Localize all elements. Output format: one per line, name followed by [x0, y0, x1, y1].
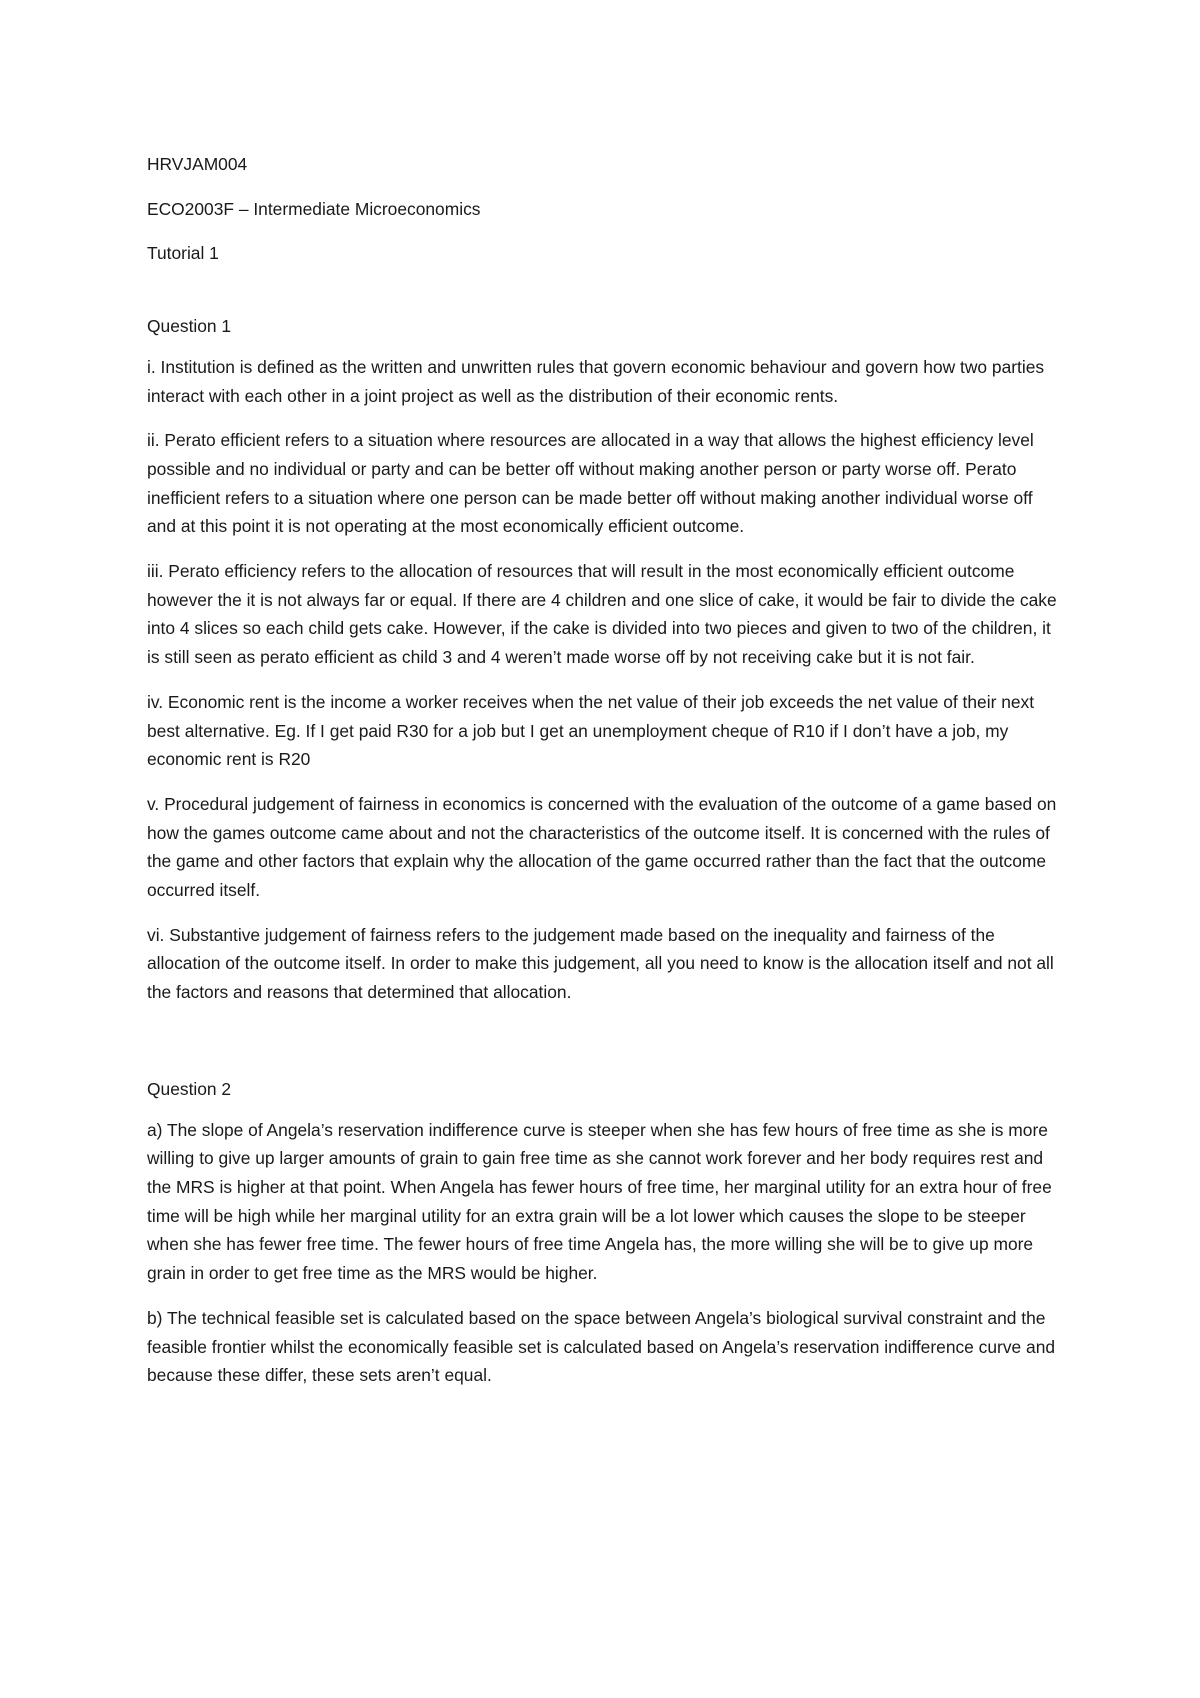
question-2-heading: Question 2 [147, 1078, 232, 1099]
q1-paragraph-iv: iv. Economic rent is the income a worker receives when the net value of their job exceeds the net value of their next best alternative. Eg. If I get paid R30 for a job but I get an unemployment cheque of R10 if I don’t have a job, my economic rent is R20 [147, 691, 1035, 770]
course-title: ECO2003F – Intermediate Microeconomics [147, 198, 481, 219]
question-2-section [147, 1075, 1062, 1390]
q2-paragraph-b: b) The technical feasible set is calculated based on the space between Angela’s biological survival constraint and the feasible frontier whilst the economically feasible set is calculated based on Angela’s reservation indifference curve and because these differ, these sets aren’t equal. [147, 1307, 1056, 1386]
q1-paragraph-i: i. Institution is defined as the written and unwritten rules that govern economic behaviour and govern how two parties interact with each other in a joint project as well as the distribution of their economic rents. [147, 356, 1045, 406]
document-page [147, 150, 1062, 1406]
q1-paragraph-vi: vi. Substantive judgement of fairness refers to the judgement made based on the inequality and fairness of the allocation of the outcome itself. In order to make this judgement, all you need to know is the allocation itself and not all the factors and reasons that determined that allocation. [147, 924, 1054, 1003]
spacer [147, 284, 1062, 312]
spacer [147, 1023, 1062, 1075]
question-1-heading: Question 1 [147, 316, 232, 337]
q2-paragraph-a: a) The slope of Angela’s reservation indifference curve is steeper when she has few hours of free time as she is more willing to give up larger amounts of grain to gain free time as she cannot work forever and her body requires rest and the MRS is higher at that point. When Angela has fewer hours of free time, her marginal utility for an extra hour of free time will be high while her marginal utility for an extra grain will be a lot lower which causes the slope to be steeper when she has fewer free time. The fewer hours of free time Angela has, the more willing she will be to give up more grain in order to get free time as the MRS would be higher. [147, 1119, 1052, 1284]
q1-paragraph-v: v. Procedural judgement of fairness in economics is concerned with the evaluation of the outcome of a game based on how the games outcome came about and not the characteristics of the outcome itself. It is concerned with the rules of the game and other factors that explain why the allocation of the game occurred rather than the fact that the outcome occurred itself. [147, 793, 1057, 901]
q1-paragraph-ii: ii. Perato efficient refers to a situation where resources are allocated in a way that allows the highest efficiency level possible and no individual or party and can be better off without making another person or party worse off. Perato inefficient refers to a situation where one person can be made better off without making another individual worse off and at this point it is not operating at the most economically efficient outcome. [147, 430, 1034, 537]
question-1-section [147, 312, 1062, 1007]
q1-paragraph-iii: iii. Perato efficiency refers to the allocation of resources that will result in the most economically efficient outcome however the it is not always far or equal. If there are 4 children and one slice of cake, it would be fair to divide the cake into 4 slices so each child gets cake. However, if the cake is divided into two pieces and given to two of the children, it is still seen as perato efficient as child 3 and 4 weren’t made worse off by not receiving cake but it is not fair. [147, 561, 1057, 668]
tutorial-title: Tutorial 1 [147, 243, 219, 264]
student-id: HRVJAM004 [147, 154, 248, 174]
